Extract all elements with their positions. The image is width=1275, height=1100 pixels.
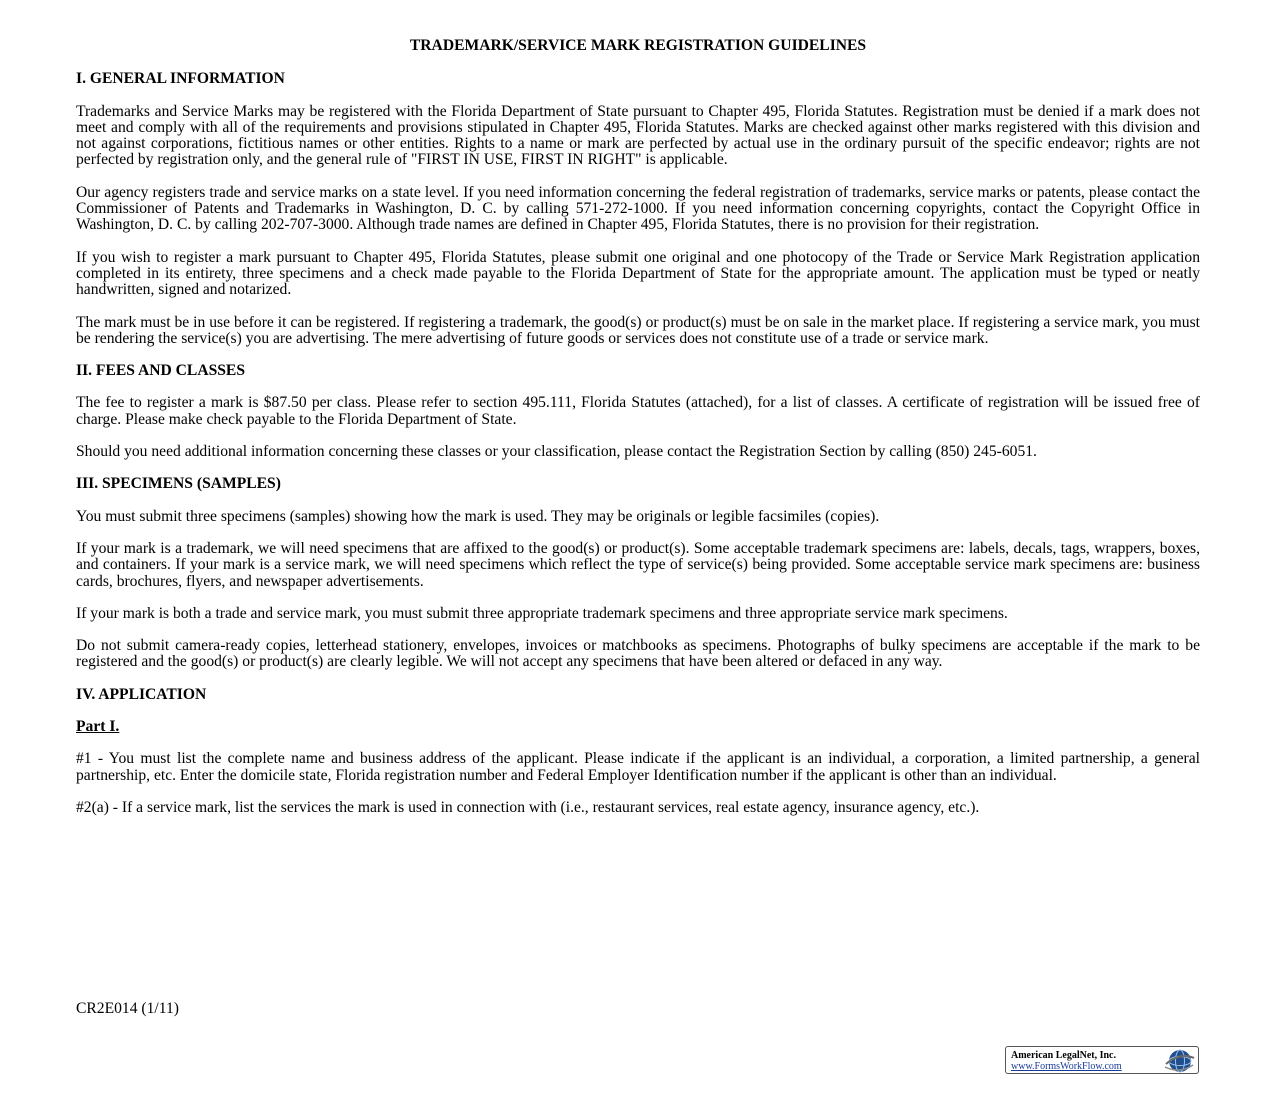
section-heading-application: IV. APPLICATION bbox=[76, 685, 207, 703]
paragraph: #1 - You must list the complete name and business address of the applicant. Please indicate if the applicant is an individual, a corporation, a limited partnership, a general partnership, etc. Enter the domicile state, Florida registration number and Federal Employer Identification number if the applicant is other than an individual. bbox=[76, 750, 1200, 784]
paragraph: Should you need additional information concerning these classes or your classification, please contact the Registration Section by calling (850) 245-6051. bbox=[76, 443, 1037, 461]
globe-icon bbox=[1160, 1048, 1196, 1074]
paragraph: If you wish to register a mark pursuant to Chapter 495, Florida Statutes, please submit one original and one photocopy of the Trade or Service Mark Registration application completed in its entirety, three specimens and a check made payable to the Florida Department of State for the appropriate amount. The application must be typed or neatly handwritten, signed and notarized. bbox=[76, 248, 1200, 299]
document-page bbox=[76, 38, 1200, 816]
publisher-badge[interactable] bbox=[1005, 1046, 1199, 1074]
document-title: TRADEMARK/SERVICE MARK REGISTRATION GUIDELINES bbox=[409, 37, 867, 54]
section-heading-general-information: I. GENERAL INFORMATION bbox=[76, 70, 285, 88]
paragraph: Trademarks and Service Marks may be registered with the Florida Department of State pursuant to Chapter 495, Florida Statutes. Registration must be denied if a mark does not meet and comply with all of the requirements and provisions stipulated in Chapter 495, Florida Statutes. Marks are checked against other marks registered with this division and not against corporations, fictitious names or other entities. Rights to a name or mark are perfected by actual use in the ordinary pursuit of the specific endeavor; rights are not perfected by registration only, and the general rule of "FIRST IN USE, FIRST IN RIGHT" is applicable. bbox=[76, 102, 1200, 169]
paragraph: Do not submit camera-ready copies, letterhead stationery, envelopes, invoices or matchbooks as specimens. Photographs of bulky specimens are acceptable if the mark to be registered and the good(s) or product(s) are clearly legible. We will not accept any specimens that have been altered or defaced in any way. bbox=[76, 637, 1200, 671]
paragraph: If your mark is both a trade and service mark, you must submit three appropriate trademark specimens and three appropriate service mark specimens. bbox=[76, 604, 1008, 622]
paragraph: You must submit three specimens (samples) showing how the mark is used. They may be originals or legible facsimiles (copies). bbox=[76, 507, 880, 525]
section-heading-specimens: III. SPECIMENS (SAMPLES) bbox=[76, 475, 281, 493]
publisher-link[interactable]: www.FormsWorkFlow.com bbox=[1011, 1061, 1122, 1072]
form-number: CR2E014 (1/11) bbox=[76, 1000, 179, 1017]
publisher-name: American LegalNet, Inc. bbox=[1011, 1050, 1116, 1061]
paragraph: #2(a) - If a service mark, list the services the mark is used in connection with (i.e., restaurant services, real estate agency, insurance agency, etc.). bbox=[76, 798, 980, 816]
paragraph: The mark must be in use before it can be registered. If registering a trademark, the good(s) or product(s) must be on sale in the market place. If registering a service mark, you must be rendering the service(s) you are advertising. The mere advertising of future goods or services does not constitute use of a trade or service mark. bbox=[76, 313, 1200, 347]
paragraph: Our agency registers trade and service marks on a state level. If you need information concerning the federal registration of trademarks, service marks or patents, please contact the Commissioner of Patents and Trademarks in Washington, D. C. by calling 571-272-1000. If you need information concerning copyrights, contact the Copyright Office in Washington, D. C. by calling 202-707-3000. Although trade names are defined in Chapter 495, Florida Statutes, there is no provision for their registration. bbox=[76, 183, 1200, 234]
paragraph: The fee to register a mark is $87.50 per class. Please refer to section 495.111, Florida Statutes (attached), for a list of classes. A certificate of registration will be issued free of charge. Please make check payable to the Florida Department of State. bbox=[76, 394, 1200, 428]
paragraph: If your mark is a trademark, we will need specimens that are affixed to the good(s) or product(s). Some acceptable trademark specimens are: labels, decals, tags, wrappers, boxes, and containers. If your mark is a service mark, we will need specimens which reflect the type of service(s) being provided. Some acceptable service mark specimens are: business cards, brochures, flyers, and newspaper advertisements. bbox=[76, 539, 1200, 590]
subheading-part-one: Part I. bbox=[76, 718, 120, 736]
section-heading-fees-and-classes: II. FEES AND CLASSES bbox=[76, 362, 245, 380]
